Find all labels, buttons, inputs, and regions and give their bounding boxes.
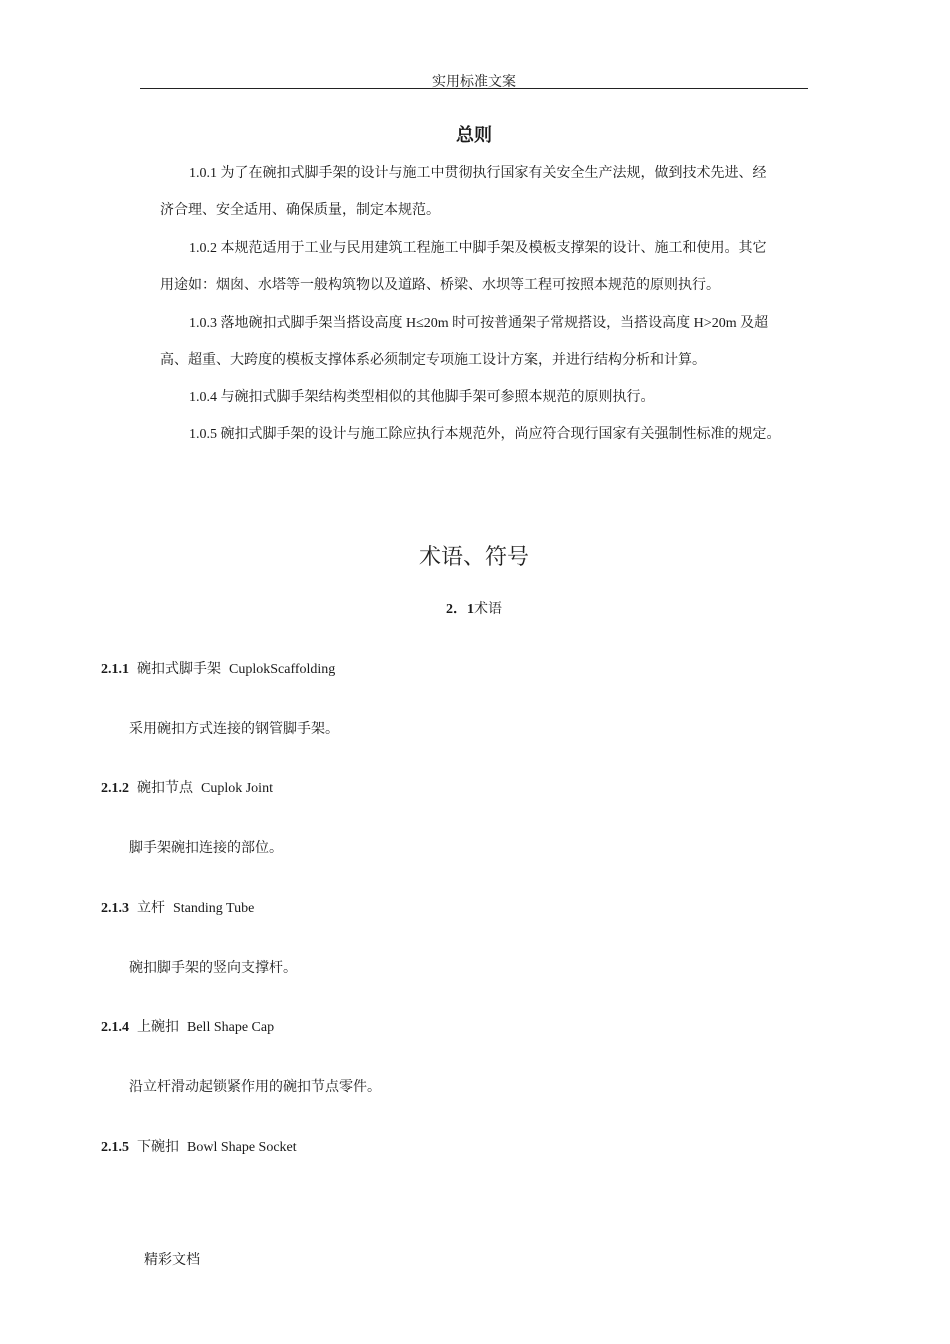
term-2-1-5 <box>101 1136 297 1156</box>
term-number: 2.1.2 <box>101 781 129 796</box>
section-title-general: 总则 <box>456 125 492 146</box>
term-definition: 沿立杆滑动起锁紧作用的碗扣节点零件。 <box>129 1080 381 1095</box>
paragraph-1-0-1 <box>160 155 800 229</box>
subsection-number: 2．1 <box>446 602 474 617</box>
term-number: 2.1.4 <box>101 1020 129 1035</box>
paragraph-line: 用途如：烟囱、水塔等一般构筑物以及道路、桥梁、水坝等工程可按照本规范的原则执行。 <box>160 278 720 293</box>
term-number: 2.1.1 <box>101 662 129 677</box>
term-definition: 采用碗扣方式连接的钢管脚手架。 <box>129 722 339 737</box>
paragraph-line: 1.0.2 本规范适用于工业与民用建筑工程施工中脚手架及模板支撑架的设计、施工和使用。其它 <box>189 241 767 256</box>
term-en: Bell Shape Cap <box>187 1020 275 1035</box>
term-zh: 立杆 <box>137 901 165 916</box>
term-en: Standing Tube <box>173 901 255 916</box>
term-en: CuplokScaffolding <box>229 662 336 677</box>
term-en: Cuplok Joint <box>201 781 273 796</box>
paragraph-line: 1.0.4 与碗扣式脚手架结构类型相似的其他脚手架可参照本规范的原则执行。 <box>189 390 655 405</box>
term-zh: 下碗扣 <box>137 1140 179 1155</box>
term-2-1-1 <box>101 658 335 678</box>
subsection-text: 术语 <box>474 602 502 617</box>
term-number: 2.1.5 <box>101 1140 129 1155</box>
term-zh: 碗扣节点 <box>137 781 193 796</box>
term-zh: 碗扣式脚手架 <box>137 662 221 677</box>
paragraph-line: 1.0.3 落地碗扣式脚手架当搭设高度 H≤20m 时可按普通架子常规搭设，当搭设高度 H>20m 及超 <box>189 316 769 331</box>
term-en: Bowl Shape Socket <box>187 1140 297 1155</box>
term-number: 2.1.3 <box>101 901 129 916</box>
page-footer: 精彩文档 <box>144 1253 200 1268</box>
term-2-1-4 <box>101 1016 274 1036</box>
term-definition: 碗扣脚手架的竖向支撑杆。 <box>129 961 297 976</box>
paragraph-1-0-2 <box>160 230 800 304</box>
paragraph-1-0-4 <box>160 379 800 416</box>
term-2-1-2 <box>101 777 273 797</box>
page-header: 实用标准文案 <box>432 75 516 90</box>
paragraph-line: 高、超重、大跨度的模板支撑体系必须制定专项施工设计方案，并进行结构分析和计算。 <box>160 353 706 368</box>
header-rule <box>140 88 808 89</box>
subsection-title <box>140 598 808 618</box>
paragraph-line: 1.0.5 碗扣式脚手架的设计与施工除应执行本规范外，尚应符合现行国家有关强制性标准的规定。 <box>189 427 781 442</box>
paragraph-1-0-5 <box>160 416 800 453</box>
paragraph-1-0-3 <box>160 305 800 379</box>
paragraph-line: 1.0.1 为了在碗扣式脚手架的设计与施工中贯彻执行国家有关安全生产法规，做到技术先进、经 <box>189 166 767 181</box>
term-2-1-3 <box>101 897 254 917</box>
term-definition: 脚手架碗扣连接的部位。 <box>129 841 283 856</box>
section-title-terms: 术语、符号 <box>418 545 529 570</box>
term-zh: 上碗扣 <box>137 1020 179 1035</box>
paragraph-line: 济合理、安全适用、确保质量，制定本规范。 <box>160 203 440 218</box>
